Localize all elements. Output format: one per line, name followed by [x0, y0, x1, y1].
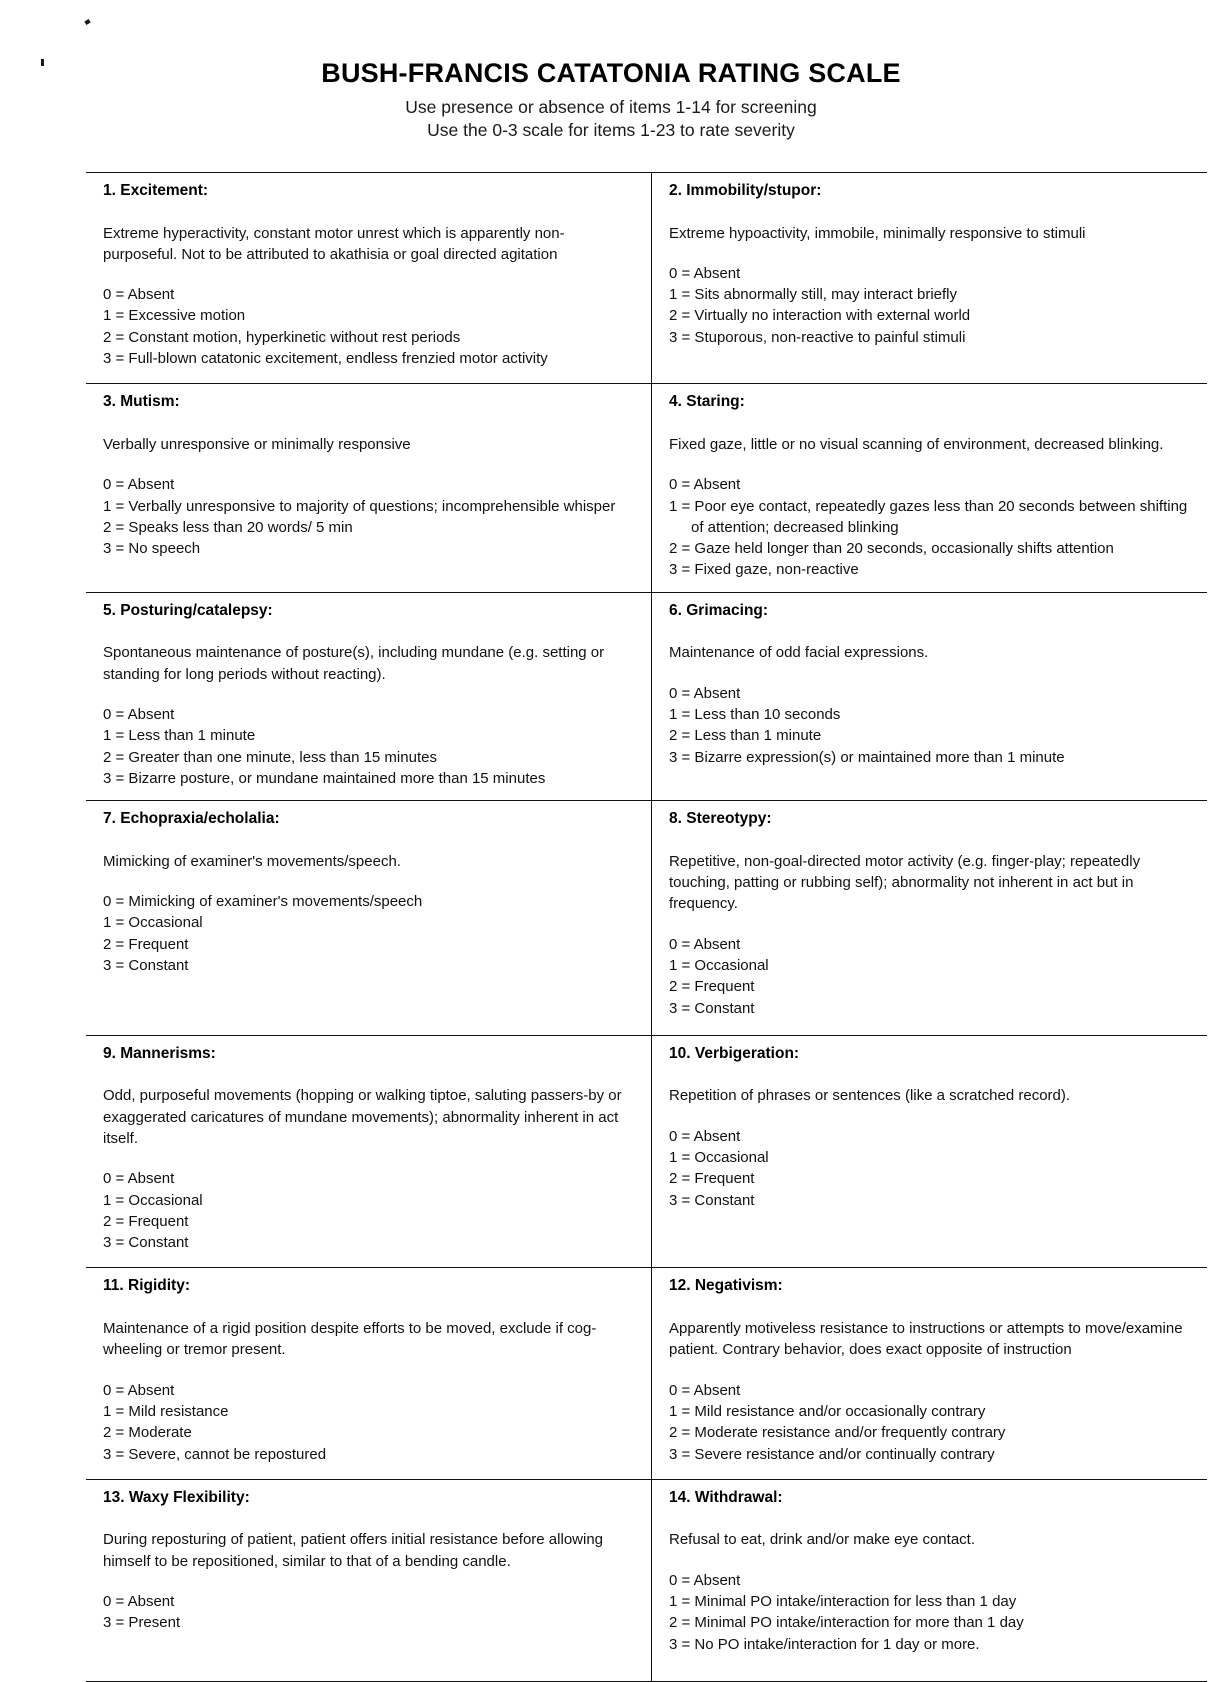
scale-anchor-option[interactable]: 0 = Absent: [103, 286, 175, 304]
scale-item-anchor-list: [103, 474, 637, 559]
scale-anchor-option[interactable]: 1 = Occasional: [103, 914, 203, 932]
scale-anchor-option[interactable]: 2 = Greater than one minute, less than 15 minutes: [103, 748, 437, 766]
scale-item-description: Extreme hyperactivity, constant motor unrest which is apparently non-purposeful. Not to be attributed to akathisia or goal directed agitation: [103, 224, 565, 263]
scale-anchor-option[interactable]: 3 = Stuporous, non-reactive to painful stimuli: [669, 328, 966, 346]
scale-item-cell: [86, 173, 652, 384]
scale-item-cell: [86, 1035, 652, 1268]
scale-item-description: Maintenance of a rigid position despite efforts to be moved, exclude if cog-wheeling or tremor present.: [103, 1320, 597, 1359]
scale-item-cell: [652, 1479, 1208, 1681]
scale-anchor-option[interactable]: 3 = Constant: [103, 1234, 189, 1252]
scale-item-anchor-list: [103, 1168, 637, 1253]
scale-item-cell: [652, 592, 1208, 800]
scale-item-description: Spontaneous maintenance of posture(s), including mundane (e.g. setting or standing for long periods without reacting).: [103, 644, 605, 683]
scale-anchor-option[interactable]: 0 = Absent: [669, 476, 741, 494]
scale-anchor-option[interactable]: 0 = Absent: [669, 935, 741, 953]
scale-item-title: 2. Immobility/stupor:: [669, 182, 822, 199]
scale-item-cell: [86, 1479, 652, 1681]
table-row: [86, 1268, 1207, 1479]
scale-anchor-option[interactable]: 3 = Fixed gaze, non-reactive: [669, 561, 859, 579]
scale-anchor-option[interactable]: 3 = Bizarre expression(s) or maintained more than 1 minute: [669, 748, 1065, 766]
scale-anchor-option[interactable]: 3 = Constant: [103, 956, 189, 974]
scale-anchor-option[interactable]: 2 = Frequent: [103, 1212, 189, 1230]
scale-anchor-option[interactable]: 1 = Less than 10 seconds: [669, 705, 841, 723]
scale-anchor-option[interactable]: 3 = No speech: [103, 540, 201, 558]
scale-item-anchor-list: [103, 704, 637, 789]
scale-anchor-option[interactable]: 0 = Absent: [103, 476, 175, 494]
scan-speck-artifact: [84, 19, 90, 25]
scale-item-title: 5. Posturing/catalepsy:: [103, 601, 273, 619]
scale-anchor-option[interactable]: 1 = Mild resistance and/or occasionally contrary: [669, 1402, 986, 1420]
scale-anchor-option[interactable]: 2 = Frequent: [669, 1170, 755, 1188]
scale-anchor-option[interactable]: 3 = Severe resistance and/or continually contrary: [669, 1445, 995, 1463]
scale-item-anchor-list: [103, 1380, 637, 1465]
scale-item-title: 14. Withdrawal:: [669, 1488, 783, 1506]
scale-item-description: Apparently motiveless resistance to instructions or attempts to move/examine patient. Contrary behavior, does exact opposite of instruction: [669, 1320, 1183, 1359]
page-title: BUSH-FRANCIS CATATONIA RATING SCALE: [321, 58, 901, 88]
scale-item-description: Mimicking of examiner's movements/speech.: [103, 852, 401, 870]
scale-anchor-option[interactable]: 1 = Occasional: [669, 956, 769, 974]
scale-item-cell: [652, 1035, 1208, 1268]
scale-item-description: Fixed gaze, little or no visual scanning of environment, decreased blinking.: [669, 435, 1164, 453]
scale-anchor-option[interactable]: 2 = Frequent: [103, 935, 189, 953]
scale-anchor-option[interactable]: 1 = Occasional: [669, 1148, 769, 1166]
document-header: [0, 58, 1222, 143]
scale-item-description: Extreme hypoactivity, immobile, minimally responsive to stimuli: [669, 224, 1086, 242]
scale-anchor-option[interactable]: 1 = Minimal PO intake/interaction for less than 1 day: [669, 1593, 1017, 1611]
scale-anchor-option[interactable]: 2 = Virtually no interaction with external world: [669, 307, 971, 325]
scale-item-description: During reposturing of patient, patient offers initial resistance before allowing himself to be repositioned, similar to that of a bending candle.: [103, 1531, 604, 1570]
scale-item-cell: [652, 173, 1208, 384]
scale-anchor-option[interactable]: 0 = Absent: [669, 264, 741, 282]
scale-item-description: Maintenance of odd facial expressions.: [669, 644, 929, 662]
scale-anchor-option[interactable]: 3 = Constant: [669, 999, 755, 1017]
table-row: [86, 173, 1207, 384]
scale-item-cell: [652, 384, 1208, 592]
scale-item-cell: [86, 801, 652, 1036]
scale-item-cell: [86, 1268, 652, 1479]
scale-item-title: 12. Negativism:: [669, 1277, 783, 1295]
scale-anchor-option[interactable]: 0 = Absent: [103, 1170, 175, 1188]
scale-item-title: 3. Mutism:: [103, 393, 180, 411]
scale-item-description: Verbally unresponsive or minimally responsive: [103, 435, 411, 453]
scale-anchor-option[interactable]: 0 = Absent: [103, 1593, 175, 1611]
scale-anchor-option[interactable]: 0 = Absent: [103, 1381, 175, 1399]
scale-item-anchor-list: [669, 1570, 1193, 1655]
scale-anchor-option[interactable]: 1 = Poor eye contact, repeatedly gazes less than 20 seconds between shifting of attention; decreased blinking: [669, 497, 1188, 536]
scale-anchor-option[interactable]: 1 = Sits abnormally still, may interact briefly: [669, 286, 958, 304]
table-row: [86, 384, 1207, 592]
scale-anchor-option[interactable]: 2 = Speaks less than 20 words/ 5 min: [103, 518, 353, 536]
scale-item-description: Repetition of phrases or sentences (like a scratched record).: [669, 1087, 1071, 1105]
scale-item-anchor-list: [669, 263, 1193, 348]
scale-item-description: Refusal to eat, drink and/or make eye contact.: [669, 1531, 975, 1549]
scale-anchor-option[interactable]: 0 = Absent: [669, 1381, 741, 1399]
scale-item-cell: [86, 384, 652, 592]
scale-item-title: 13. Waxy Flexibility:: [103, 1488, 250, 1506]
scale-anchor-option[interactable]: 2 = Less than 1 minute: [669, 727, 822, 745]
catatonia-items-table: [86, 172, 1207, 1682]
scale-anchor-option[interactable]: 2 = Moderate resistance and/or frequently contrary: [669, 1424, 1006, 1442]
table-row: [86, 1035, 1207, 1268]
scale-item-anchor-list: [669, 1126, 1193, 1211]
scale-item-anchor-list: [669, 1380, 1193, 1465]
scale-item-description: Repetitive, non-goal-directed motor activity (e.g. finger-play; repeatedly touching, patting or rubbing self); abnormality not inherent in act but in frequency.: [669, 852, 1141, 913]
table-row: [86, 801, 1207, 1036]
scale-item-anchor-list: [669, 474, 1193, 580]
scale-item-cell: [652, 801, 1208, 1036]
scale-anchor-option[interactable]: 2 = Frequent: [669, 978, 755, 996]
scale-anchor-option[interactable]: 3 = Bizarre posture, or mundane maintained more than 15 minutes: [103, 769, 546, 787]
scale-item-title: 7. Echopraxia/echolalia:: [103, 810, 280, 828]
scale-anchor-option[interactable]: 0 = Absent: [669, 1127, 741, 1145]
subtitle-line-1: Use presence or absence of items 1-14 for screening: [405, 97, 817, 117]
scale-anchor-option[interactable]: 2 = Constant motion, hyperkinetic without rest periods: [103, 328, 461, 346]
scale-anchor-option[interactable]: 3 = No PO intake/interaction for 1 day or more.: [669, 1635, 980, 1653]
subtitle-line-2: Use the 0-3 scale for items 1-23 to rate severity: [427, 120, 795, 141]
scale-anchor-option[interactable]: 0 = Absent: [669, 1571, 741, 1589]
scale-anchor-option[interactable]: 3 = Severe, cannot be repostured: [103, 1445, 327, 1463]
table-row: [86, 1479, 1207, 1681]
scale-anchor-option[interactable]: 3 = Constant: [669, 1191, 755, 1209]
scale-item-title: 8. Stereotypy:: [669, 810, 772, 828]
scale-item-title: 6. Grimacing:: [669, 601, 769, 619]
scale-anchor-option[interactable]: 0 = Mimicking of examiner's movements/speech: [103, 893, 423, 911]
scale-anchor-option[interactable]: 3 = Present: [103, 1614, 181, 1632]
scale-anchor-option[interactable]: 0 = Absent: [669, 684, 741, 702]
scale-item-description: Odd, purposeful movements (hopping or walking tiptoe, saluting passers-by or exaggerated caricatures of mundane movements); abnormality inherent in act itself.: [103, 1087, 622, 1147]
scale-item-anchor-list: [103, 891, 637, 976]
scale-item-cell: [652, 1268, 1208, 1479]
scale-item-anchor-list: [103, 1591, 637, 1634]
scale-item-anchor-list: [669, 683, 1193, 768]
scale-item-title: 9. Mannerisms:: [103, 1044, 216, 1062]
scale-item-anchor-list: [103, 284, 637, 369]
scale-anchor-option[interactable]: 2 = Minimal PO intake/interaction for more than 1 day: [669, 1614, 1024, 1632]
scale-item-title: 1. Excitement:: [103, 182, 209, 199]
scale-anchor-option[interactable]: 1 = Excessive motion: [103, 307, 246, 325]
table-row: [86, 592, 1207, 800]
scale-anchor-option[interactable]: 1 = Occasional: [103, 1191, 203, 1209]
scale-item-title: 11. Rigidity:: [103, 1277, 190, 1295]
scan-speck-artifact: [41, 59, 44, 66]
scale-item-anchor-list: [669, 934, 1193, 1019]
scale-anchor-option[interactable]: 0 = Absent: [103, 705, 175, 723]
scale-item-title: 4. Staring:: [669, 393, 745, 411]
scale-anchor-option[interactable]: 1 = Mild resistance: [103, 1402, 229, 1420]
scale-anchor-option[interactable]: 2 = Moderate: [103, 1424, 192, 1442]
scale-anchor-option[interactable]: 1 = Less than 1 minute: [103, 727, 256, 745]
scale-anchor-option[interactable]: 1 = Verbally unresponsive to majority of questions; incomprehensible whisper: [103, 497, 616, 515]
scale-anchor-option[interactable]: 3 = Full-blown catatonic excitement, endless frenzied motor activity: [103, 350, 548, 368]
scale-item-title: 10. Verbigeration:: [669, 1044, 800, 1062]
scale-item-cell: [86, 592, 652, 800]
scale-anchor-option[interactable]: 2 = Gaze held longer than 20 seconds, occasionally shifts attention: [669, 540, 1114, 558]
